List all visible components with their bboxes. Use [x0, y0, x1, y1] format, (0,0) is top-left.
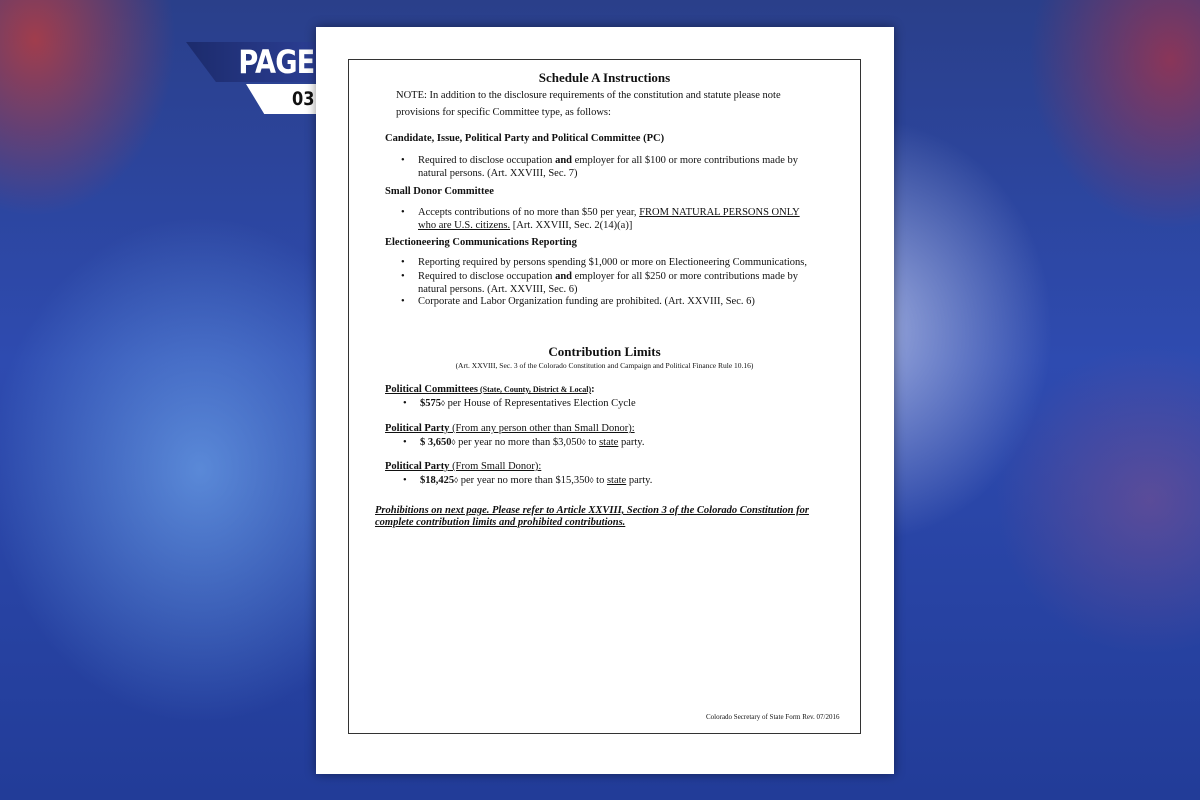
diamond-symbol: ◊: [441, 399, 445, 408]
bullet-underlined-text: FROM NATURAL PERSONS ONLY: [639, 207, 800, 218]
limit-underlined-text: state: [606, 475, 627, 486]
bullet-text: [Art. XXVIII, Sec. 2(14)(a)]: [510, 219, 633, 231]
document-sheet: [316, 27, 894, 774]
bullet-text: Corporate and Labor Organization funding are prohibited. (Art. XXVIII, Sec. 6): [418, 296, 755, 307]
form-footer: Colorado Secretary of State Form Rev. 07/2016: [706, 713, 840, 721]
heading-qualifier: (State, County, District & Local): [478, 385, 592, 394]
section-pc-bullet-1: [418, 155, 798, 180]
diamond-symbol: ◊: [451, 438, 456, 447]
prohibitions-note: [375, 505, 809, 529]
section-electioneering-heading: Electioneering Communications Reporting: [385, 237, 577, 248]
document-title: Schedule A Instructions: [538, 70, 671, 85]
political-committees-limit: [420, 398, 636, 411]
limit-amount: $ 3,650: [420, 437, 452, 448]
political-party-limit-2: [420, 475, 652, 488]
limit-text: per House of Representatives Election Cycle: [444, 398, 636, 409]
section-electioneering-bullet-2: [418, 271, 798, 296]
bullet-text: Accepts contributions of no more than $50 per year,: [418, 207, 640, 218]
political-committees-heading: [385, 384, 595, 395]
political-party-limit-1: [420, 437, 645, 450]
note-line-2: provisions for specific Committee type, as follows:: [396, 107, 611, 118]
limit-text: to: [585, 437, 600, 448]
section-small-donor-bullet-1: [418, 207, 800, 232]
prohibitions-line-2: complete contribution limits and prohibited contributions.: [375, 517, 626, 528]
political-party-heading-2: [385, 461, 541, 472]
document-frame: [348, 59, 861, 734]
heading-text: Political Party: [385, 423, 450, 434]
bullet-text: employer for all $100 or more contributions made by: [572, 155, 798, 166]
bullet-text: Reporting required by persons spending $1,000 or more on Electioneering Communications,: [418, 257, 808, 268]
prohibitions-line-1: Prohibitions on next page. Please refer to Article XXVIII, Section 3 of the Colorado Constitution for: [375, 505, 809, 516]
badge-page-number: 03: [291, 88, 314, 110]
bullet-bold-text: and: [555, 271, 572, 282]
limit-underlined-text: state: [599, 437, 619, 448]
bullet-text: natural persons. (Art. XXVIII, Sec. 6): [418, 283, 578, 295]
bullet-text: natural persons. (Art. XXVIII, Sec. 7): [418, 167, 578, 179]
limit-text: party.: [626, 475, 653, 486]
heading-text: Political Committees: [385, 384, 479, 395]
note-line-1: NOTE: In addition to the disclosure requirements of the constitution and statute please note: [396, 90, 781, 101]
section-pc-heading: Candidate, Issue, Political Party and Political Committee (PC): [385, 133, 665, 144]
bullet-text: Required to disclose occupation: [418, 271, 556, 282]
heading-text: Political Party: [385, 461, 450, 472]
limit-text: party.: [618, 437, 645, 448]
diamond-symbol: ◊: [454, 476, 459, 485]
limit-amount: $575: [420, 398, 441, 409]
political-party-heading-1: [385, 423, 635, 434]
diamond-symbol: ◊: [581, 438, 586, 447]
contribution-limits-heading: Contribution Limits: [548, 344, 661, 359]
limit-text: to: [593, 475, 607, 486]
section-electioneering-bullet-1: [418, 257, 807, 270]
section-electioneering-bullet-3: [418, 296, 755, 309]
limit-text: per year no more than $15,350: [458, 475, 590, 486]
bullet-text: employer for all $250 or more contributions made by: [572, 271, 798, 282]
contribution-limits-subheading: (Art. XXVIII, Sec. 3 of the Colorado Constitution and Campaign and Political Finance Rule 10.16): [455, 361, 754, 370]
bullet-bold-text: and: [555, 155, 572, 166]
badge-page-label: PAGE: [238, 43, 314, 81]
page-badge: [186, 42, 322, 114]
heading-colon: :: [591, 384, 595, 395]
bullet-underlined-text: who are U.S. citizens.: [418, 219, 511, 231]
heading-qualifier: (From any person other than Small Donor):: [449, 423, 635, 434]
limit-amount: $18,425: [420, 475, 455, 486]
heading-qualifier: (From Small Donor):: [449, 461, 542, 472]
limit-text: per year no more than $3,050: [455, 437, 582, 448]
bullet-text: Required to disclose occupation: [418, 155, 556, 166]
diamond-symbol: ◊: [589, 476, 594, 485]
section-small-donor-heading: Small Donor Committee: [385, 186, 494, 197]
